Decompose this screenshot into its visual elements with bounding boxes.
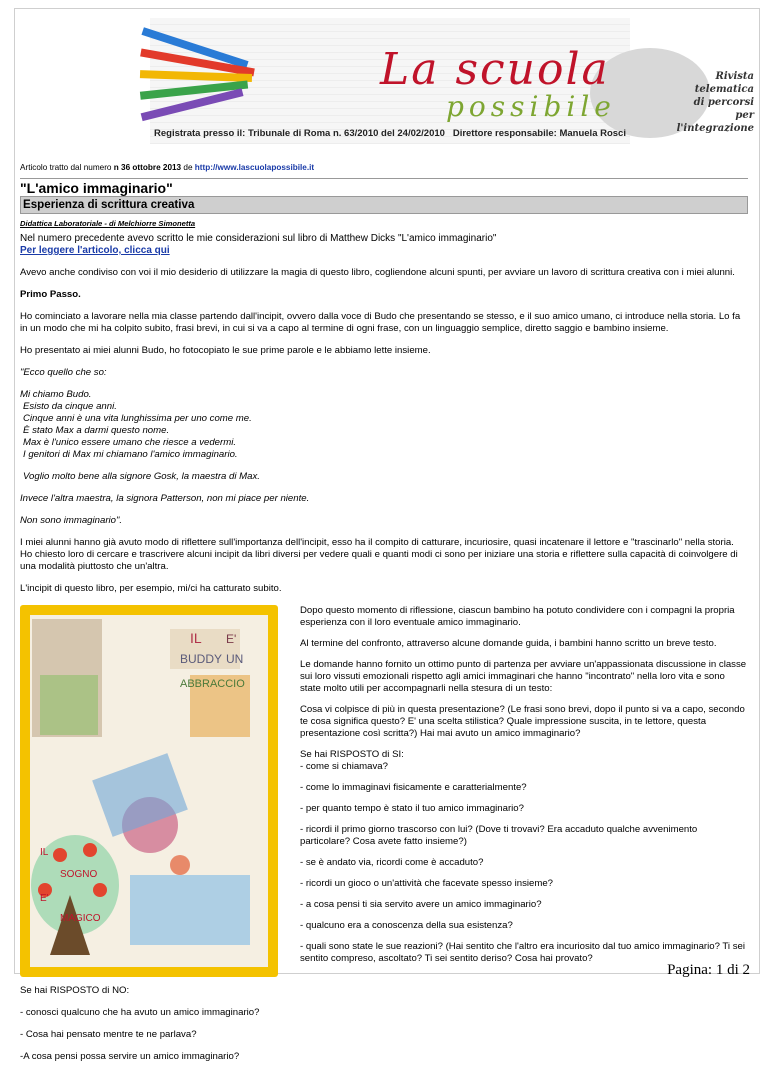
tagline-line: per l'integrazione [676,110,754,134]
drawing-label: UN [226,652,244,666]
question-item: - ricordi il primo giorno trascorso con lui? (Dove ti trovavi? Era accaduto qualche avvenimento particolare? Cosa avete fatto insieme?) [300,824,698,847]
drawing-label: E' [226,632,237,646]
quote-line: Cinque anni è una vita lunghissima per uno come me. [23,413,252,424]
quote-line: Voglio molto bene alla signore Gosk, la maestra di Max. [23,471,260,482]
paragraph: Ho cominciato a lavorare nella mia classe partendo dall'incipit, ovvero dalla voce di Budo che presentando se stesso, e il suo amico umano, ci introduce nella storia. Lo fa in un modo che mi ha colpito subito, frasi brevi, in cui si va a capo al termine di ogni frase, con un linguaggio semplice, diretto saggio e bambino insieme. [20,311,741,334]
paragraph: Dopo questo momento di riflessione, ciascun bambino ha potuto condividere con i compagni la propria esperienza con il loro eventuale amico immaginario. [300,605,735,628]
article-title: "L'amico immaginario" [20,178,748,196]
quote-intro: "Ecco quello che so: [20,367,107,378]
quote-line: I genitori di Max mi chiamano l'amico immaginario. [23,449,238,460]
read-article-link[interactable]: Per leggere l'articolo, clicca qui [20,245,170,256]
right-column [300,605,748,974]
intro-text: Nel numero precedente avevo scritto le mie considerazioni sul libro di Matthew Dicks "L'amico immaginario" [20,233,497,244]
quote-block [20,389,748,461]
two-column-section [20,605,748,983]
drawing-label: MAGICO [60,913,101,924]
drawing-label: SOGNO [60,869,98,880]
article-subtitle: Esperienza di scrittura creativa [20,196,748,214]
quote-line: Invece l'altra maestra, la signora Patterson, non mi piace per niente. [20,493,310,504]
article-content [20,162,748,1073]
paragraph: Al termine del confronto, attraverso alcune domande guida, i bambini hanno scritto un breve testo. [300,638,717,649]
article-author: Didattica Laboratoriale - di Melchiorre Simonetta [20,219,196,228]
paragraph: L'incipit di questo libro, per esempio, mi/ci ha catturato subito. [20,583,282,594]
child-drawing-image [20,605,278,977]
drawing-label: IL [190,630,202,646]
yes-section [300,749,748,773]
question-item: - conosci qualcuno che ha avuto un amico immaginario? [20,1007,260,1018]
question-item: - come lo immaginavi fisicamente e caratterialmente? [300,782,527,793]
no-heading: Se hai RISPOSTO di NO: [20,985,130,996]
paragraph: Cosa vi colpisce di più in questa presentazione? (Le frasi sono brevi, dopo il punto si va a capo, secondo te cosa significa questo? E' una scelta stilistica? Quale impressione suscita, in te lettore, questa presentazione così scritta?) Hai mai avuto un amico immaginario? [300,704,745,739]
header-banner [150,18,754,144]
quote-line: Mi chiamo Budo. [20,389,92,400]
source-prefix: Articolo tratto dal numero [20,163,112,172]
quote-line: È stato Max a darmi questo nome. [23,425,170,436]
paragraph: Le domande hanno fornito un ottimo punto di partenza per avviare un'appassionata discussione in classe sui loro vissuti emozionali rispetto agli amici immaginari che hanno "incontrato" nella loro vita e sono state molto utili per accompagnarli nella stesura di un testo: [300,659,747,694]
drawing-illustration [30,615,268,967]
question-item: - qualcuno era a conoscenza della sua esistenza? [300,920,513,931]
article-intro [20,233,748,257]
step-heading: Primo Passo. [20,289,81,300]
paragraph: Avevo anche condiviso con voi il mio desiderio di utilizzare la magia di questo libro, cogliendone alcuni spunti, per avviare un lavoro di scrittura creativa con i miei alunni. [20,267,735,278]
banner-title-top: La scuola [380,44,610,95]
quote-line: Esisto da cinque anni. [23,401,117,412]
director-text: Direttore responsabile: Manuela Rosci [452,128,626,139]
page-number: Pagina: 1 di 2 [667,962,750,978]
question-item: - ricordi un gioco o un'attività che facevate spesso insieme? [300,878,554,889]
question-item: - quali sono state le sue reazioni? (Hai sentito che l'altro era incuriosito dal tuo amico immaginario? Ti sei sentito compreso, ascoltato? Ti sei sentito deriso? Cosa hai provato? [300,941,745,964]
pencils-icon [140,38,270,118]
source-middle: de [183,163,193,172]
yes-heading: Se hai RISPOSTO di SI: [300,749,404,760]
registration-text: Registrata presso il: Tribunale di Roma n. 63/2010 del 24/02/2010 [154,128,445,139]
tagline-line: telematica [694,84,754,95]
paragraph: Ho presentato ai miei alunni Budo, ho fotocopiato le sue prime parole e le abbiamo lette insieme. [20,345,431,356]
source-url-link[interactable]: http://www.lascuolapossibile.it [194,163,315,172]
drawing-label: IL [40,847,49,858]
question-item: - a cosa pensi ti sia servito avere un amico immaginario? [300,899,542,910]
question-item: - per quanto tempo è stato il tuo amico immaginario? [300,803,524,814]
banner-tagline [670,70,754,135]
source-issue: n 36 ottobre 2013 [113,163,182,172]
tagline-line: di percorsi [693,97,754,108]
quote-line: Max è l'unico essere umano che riesce a vedermi. [23,437,236,448]
quote-line: Non sono immaginario". [20,515,123,526]
banner-title-bottom: possibile [446,90,616,123]
paragraph: I miei alunni hanno già avuto modo di riflettere sull'importanza dell'incipit, esso ha il compito di catturare, incuriosire, quasi incatenare il lettore e "trascinarlo" nella storia. Ho chiesto loro di cercare e trascrivere alcuni incipit da libri diversi per vedere quali e quanti modi ci sono per iniziare una storia e riflettere sulla capacità di coinvolgere di una modalità piuttosto che un'altra. [20,537,738,572]
drawing-label: ABBRACCIO [180,678,245,690]
question-item: - Cosa hai pensato mentre te ne parlava? [20,1029,197,1040]
tagline-line: Rivista [715,71,754,82]
question-item: -A cosa pensi possa servire un amico immaginario? [20,1051,240,1062]
question-item: - se è andato via, ricordi come è accaduto? [300,857,484,868]
question-item: - come si chiamava? [300,761,388,772]
drawing-label: E' [40,893,49,904]
source-line [20,162,748,174]
drawing-label: BUDDY [180,652,223,666]
